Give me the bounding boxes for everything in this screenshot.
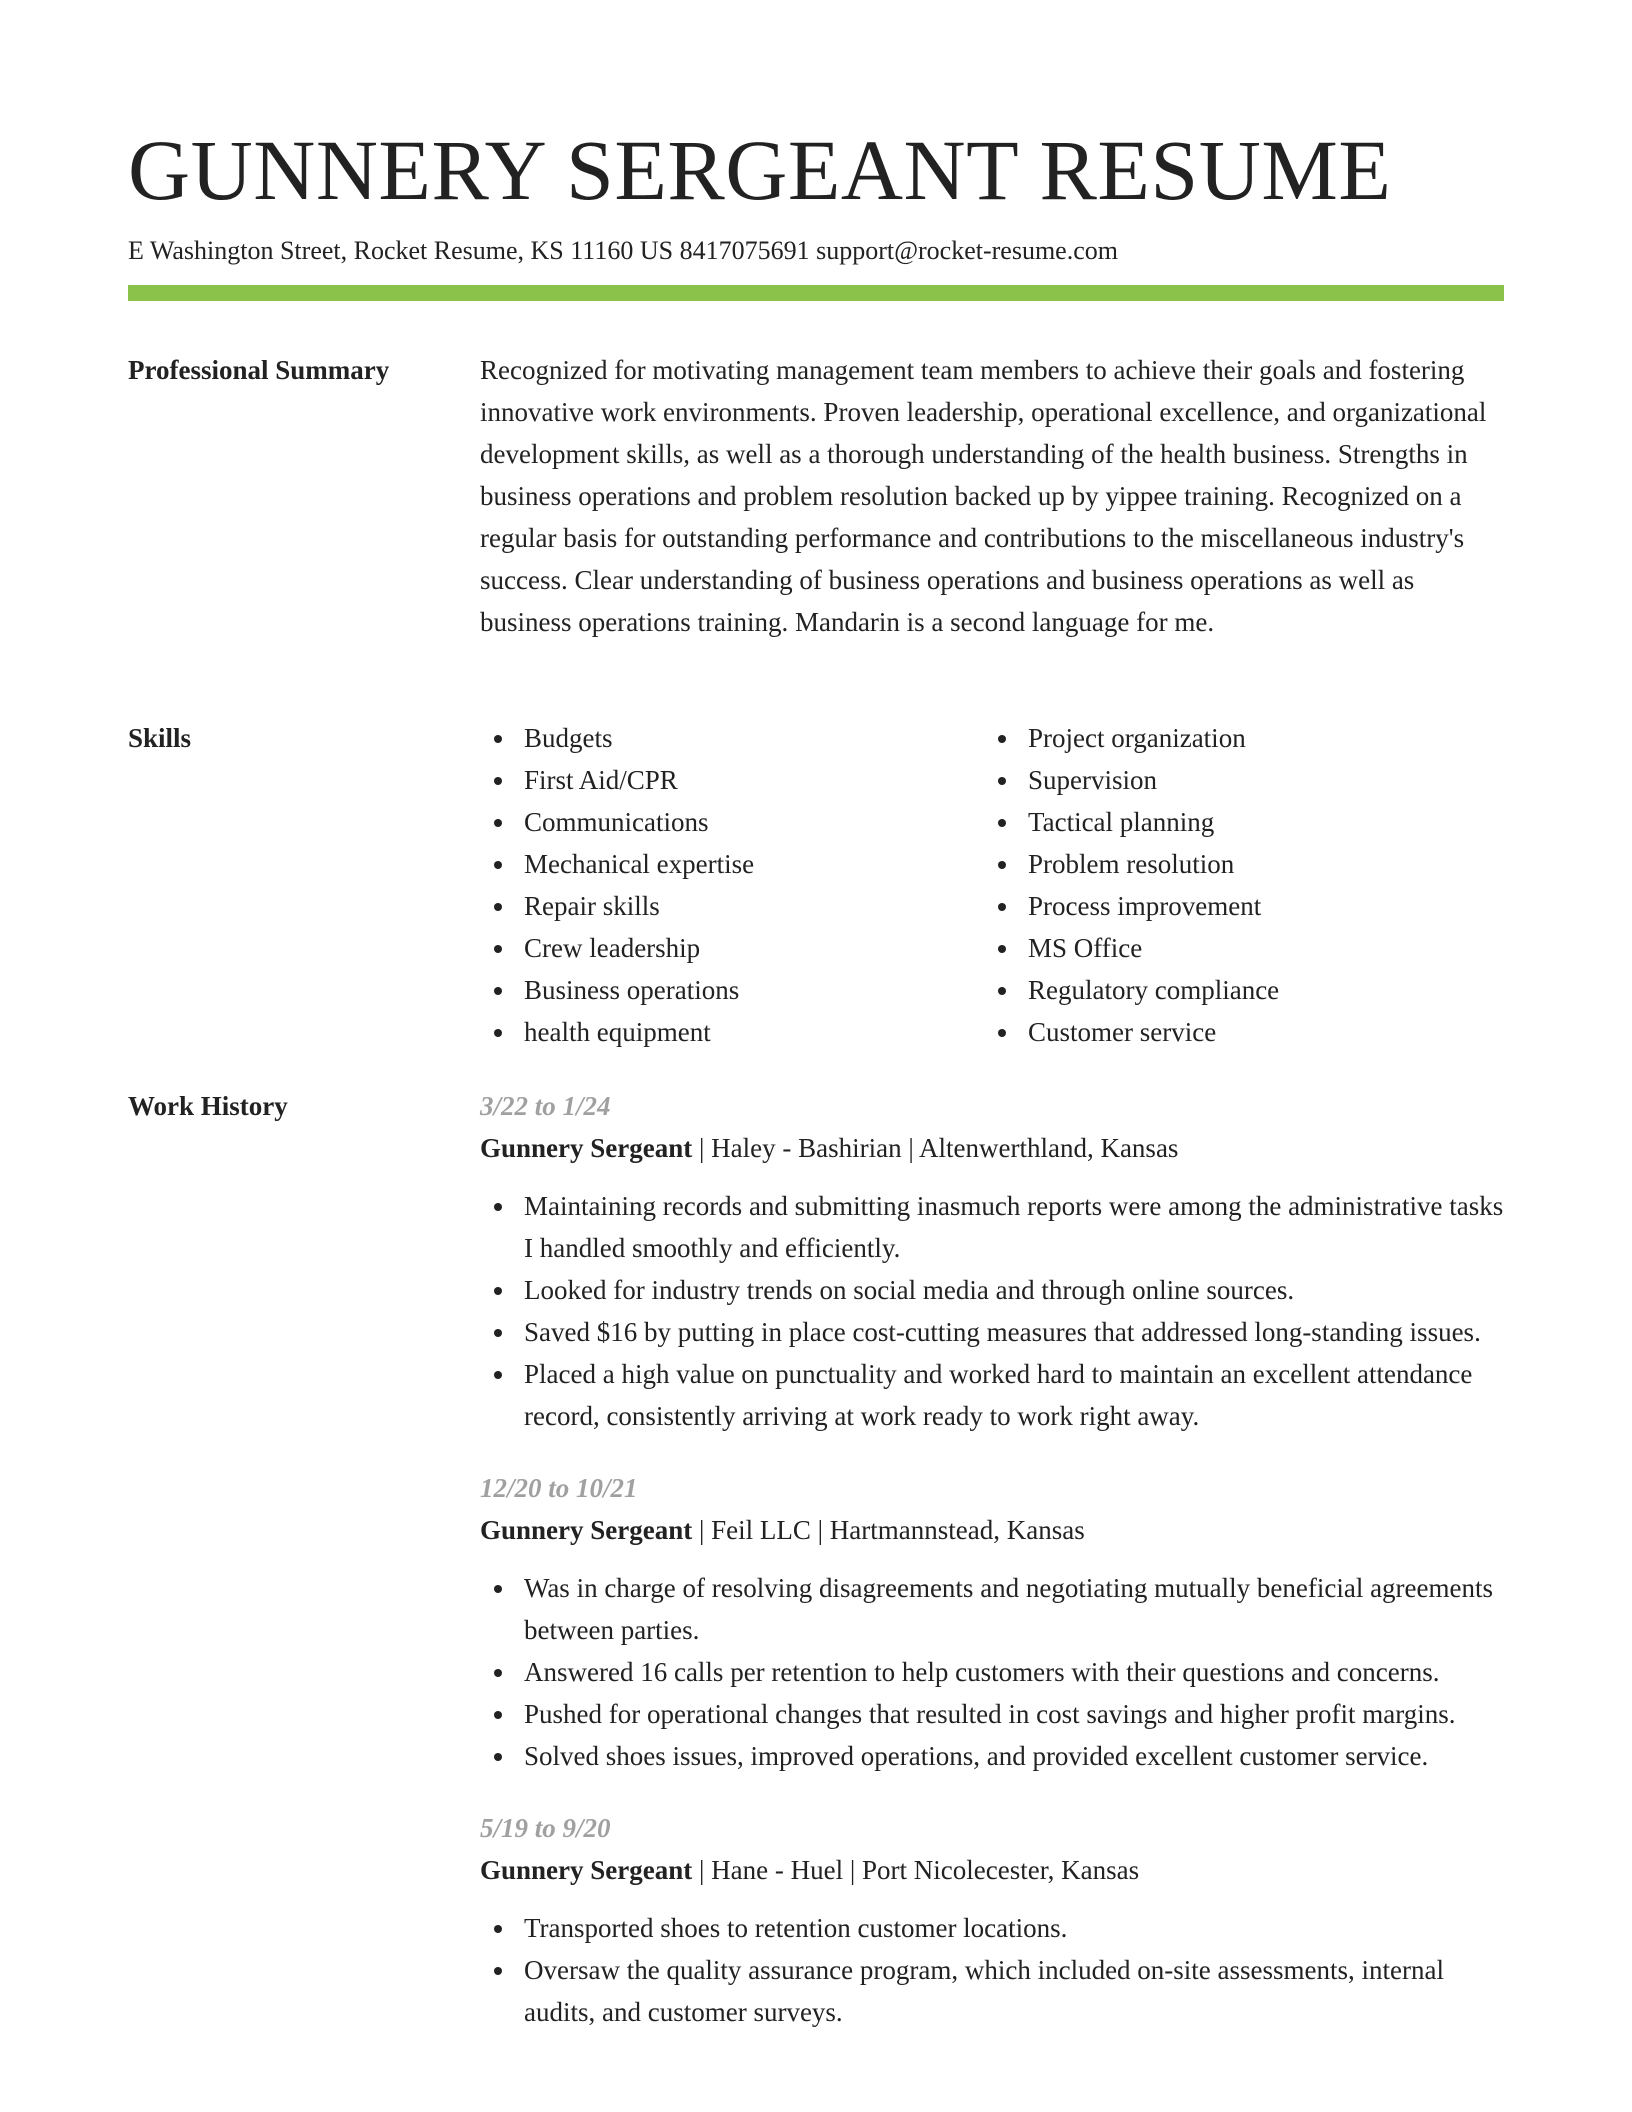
summary-body [480,349,1504,643]
work-history-section [128,1085,1504,2112]
skills-heading: Skills [128,723,192,753]
contact-phone: 8417075691 [679,236,810,265]
job-title: Gunnery Sergeant [480,1855,693,1885]
job-bullet: Transported shoes to retention customer locations. [480,1907,1504,1949]
job-bullet: Solved shoes issues, improved operations, and provided excellent customer service. [480,1735,1504,1777]
skill-item: Budgets [480,717,984,759]
skill-item: Communications [480,801,984,843]
work-history-heading: Work History [128,1091,288,1121]
contact-line [128,234,1504,268]
job-employer-location: | Hane - Huel | Port Nicolecester, Kansas [692,1855,1140,1885]
contact-email: support@rocket-resume.com [816,236,1118,265]
skill-item: Problem resolution [984,843,1488,885]
resume-header [128,118,1504,268]
skill-item: Business operations [480,969,984,1011]
job-bullet: Was in charge of resolving disagreements and negotiating mutually beneficial agreements between parties. [480,1567,1504,1651]
job-title-line [480,1849,1504,1891]
job-dates: 5/19 to 9/20 [480,1813,611,1843]
summary-heading: Professional Summary [128,355,390,385]
skills-column-2 [984,717,1488,1053]
job-bullet: Answered 16 calls per retention to help customers with their questions and concerns. [480,1651,1504,1693]
job-employer-location: | Haley - Bashirian | Altenwerthland, Kansas [692,1133,1179,1163]
skills-section [128,717,1504,1057]
summary-section [128,349,1504,649]
skill-item: Mechanical expertise [480,843,984,885]
skill-item: health equipment [480,1011,984,1053]
job-bullet: Placed a high value on punctuality and worked hard to maintain an excellent attendance record, consistently arriving at work ready to work right away. [480,1353,1504,1437]
skill-item: Customer service [984,1011,1488,1053]
job-entry [480,1467,1504,1777]
job-bullets [480,1567,1504,1777]
skill-item: Repair skills [480,885,984,927]
job-bullet: Saved $16 by putting in place cost-cutting measures that addressed long-standing issues. [480,1311,1504,1353]
header-divider [128,285,1504,301]
skill-item: Regulatory compliance [984,969,1488,1011]
summary-text: Recognized for motivating management team members to achieve their goals and fostering innovative work environments. Proven leadership, operational excellence, and organizational development skills, as well as a thorough understanding of the health business. Strengths in business operations and problem resolution backed up by yippee training. Recognized on a regular basis for outstanding performance and contributions to the miscellaneous industry's success. Clear understanding of business operations and business operations as well as business operations training. Mandarin is a second language for me. [480,355,1487,637]
skill-item: Supervision [984,759,1488,801]
job-title: Gunnery Sergeant [480,1133,693,1163]
job-bullet: Maintaining records and submitting inasmuch reports were among the administrative tasks I handled smoothly and efficiently. [480,1185,1504,1269]
job-bullet: Pushed for operational changes that resulted in cost savings and higher profit margins. [480,1693,1504,1735]
skill-item: MS Office [984,927,1488,969]
skills-column-1 [480,717,984,1053]
job-bullets [480,1907,1504,2033]
job-title: Gunnery Sergeant [480,1515,693,1545]
job-employer-location: | Feil LLC | Hartmannstead, Kansas [692,1515,1085,1545]
contact-address: E Washington Street, Rocket Resume, KS 11160 US [128,236,674,265]
job-dates: 3/22 to 1/24 [480,1091,611,1121]
skills-columns [480,717,1504,1053]
job-bullet: Looked for industry trends on social media and through online sources. [480,1269,1504,1311]
job-title-line [480,1127,1504,1169]
job-entry [480,1085,1504,1437]
skill-item: First Aid/CPR [480,759,984,801]
job-dates: 12/20 to 10/21 [480,1473,638,1503]
job-bullets [480,1185,1504,1437]
skill-item: Crew leadership [480,927,984,969]
resume-title: GUNNERY SERGEANT RESUME [128,122,1392,218]
job-entry [480,1807,1504,2033]
skill-item: Tactical planning [984,801,1488,843]
job-bullet: Oversaw the quality assurance program, which included on-site assessments, internal audits, and customer surveys. [480,1949,1504,2033]
job-title-line [480,1509,1504,1551]
job-list [480,1085,1504,2063]
skill-item: Project organization [984,717,1488,759]
skill-item: Process improvement [984,885,1488,927]
